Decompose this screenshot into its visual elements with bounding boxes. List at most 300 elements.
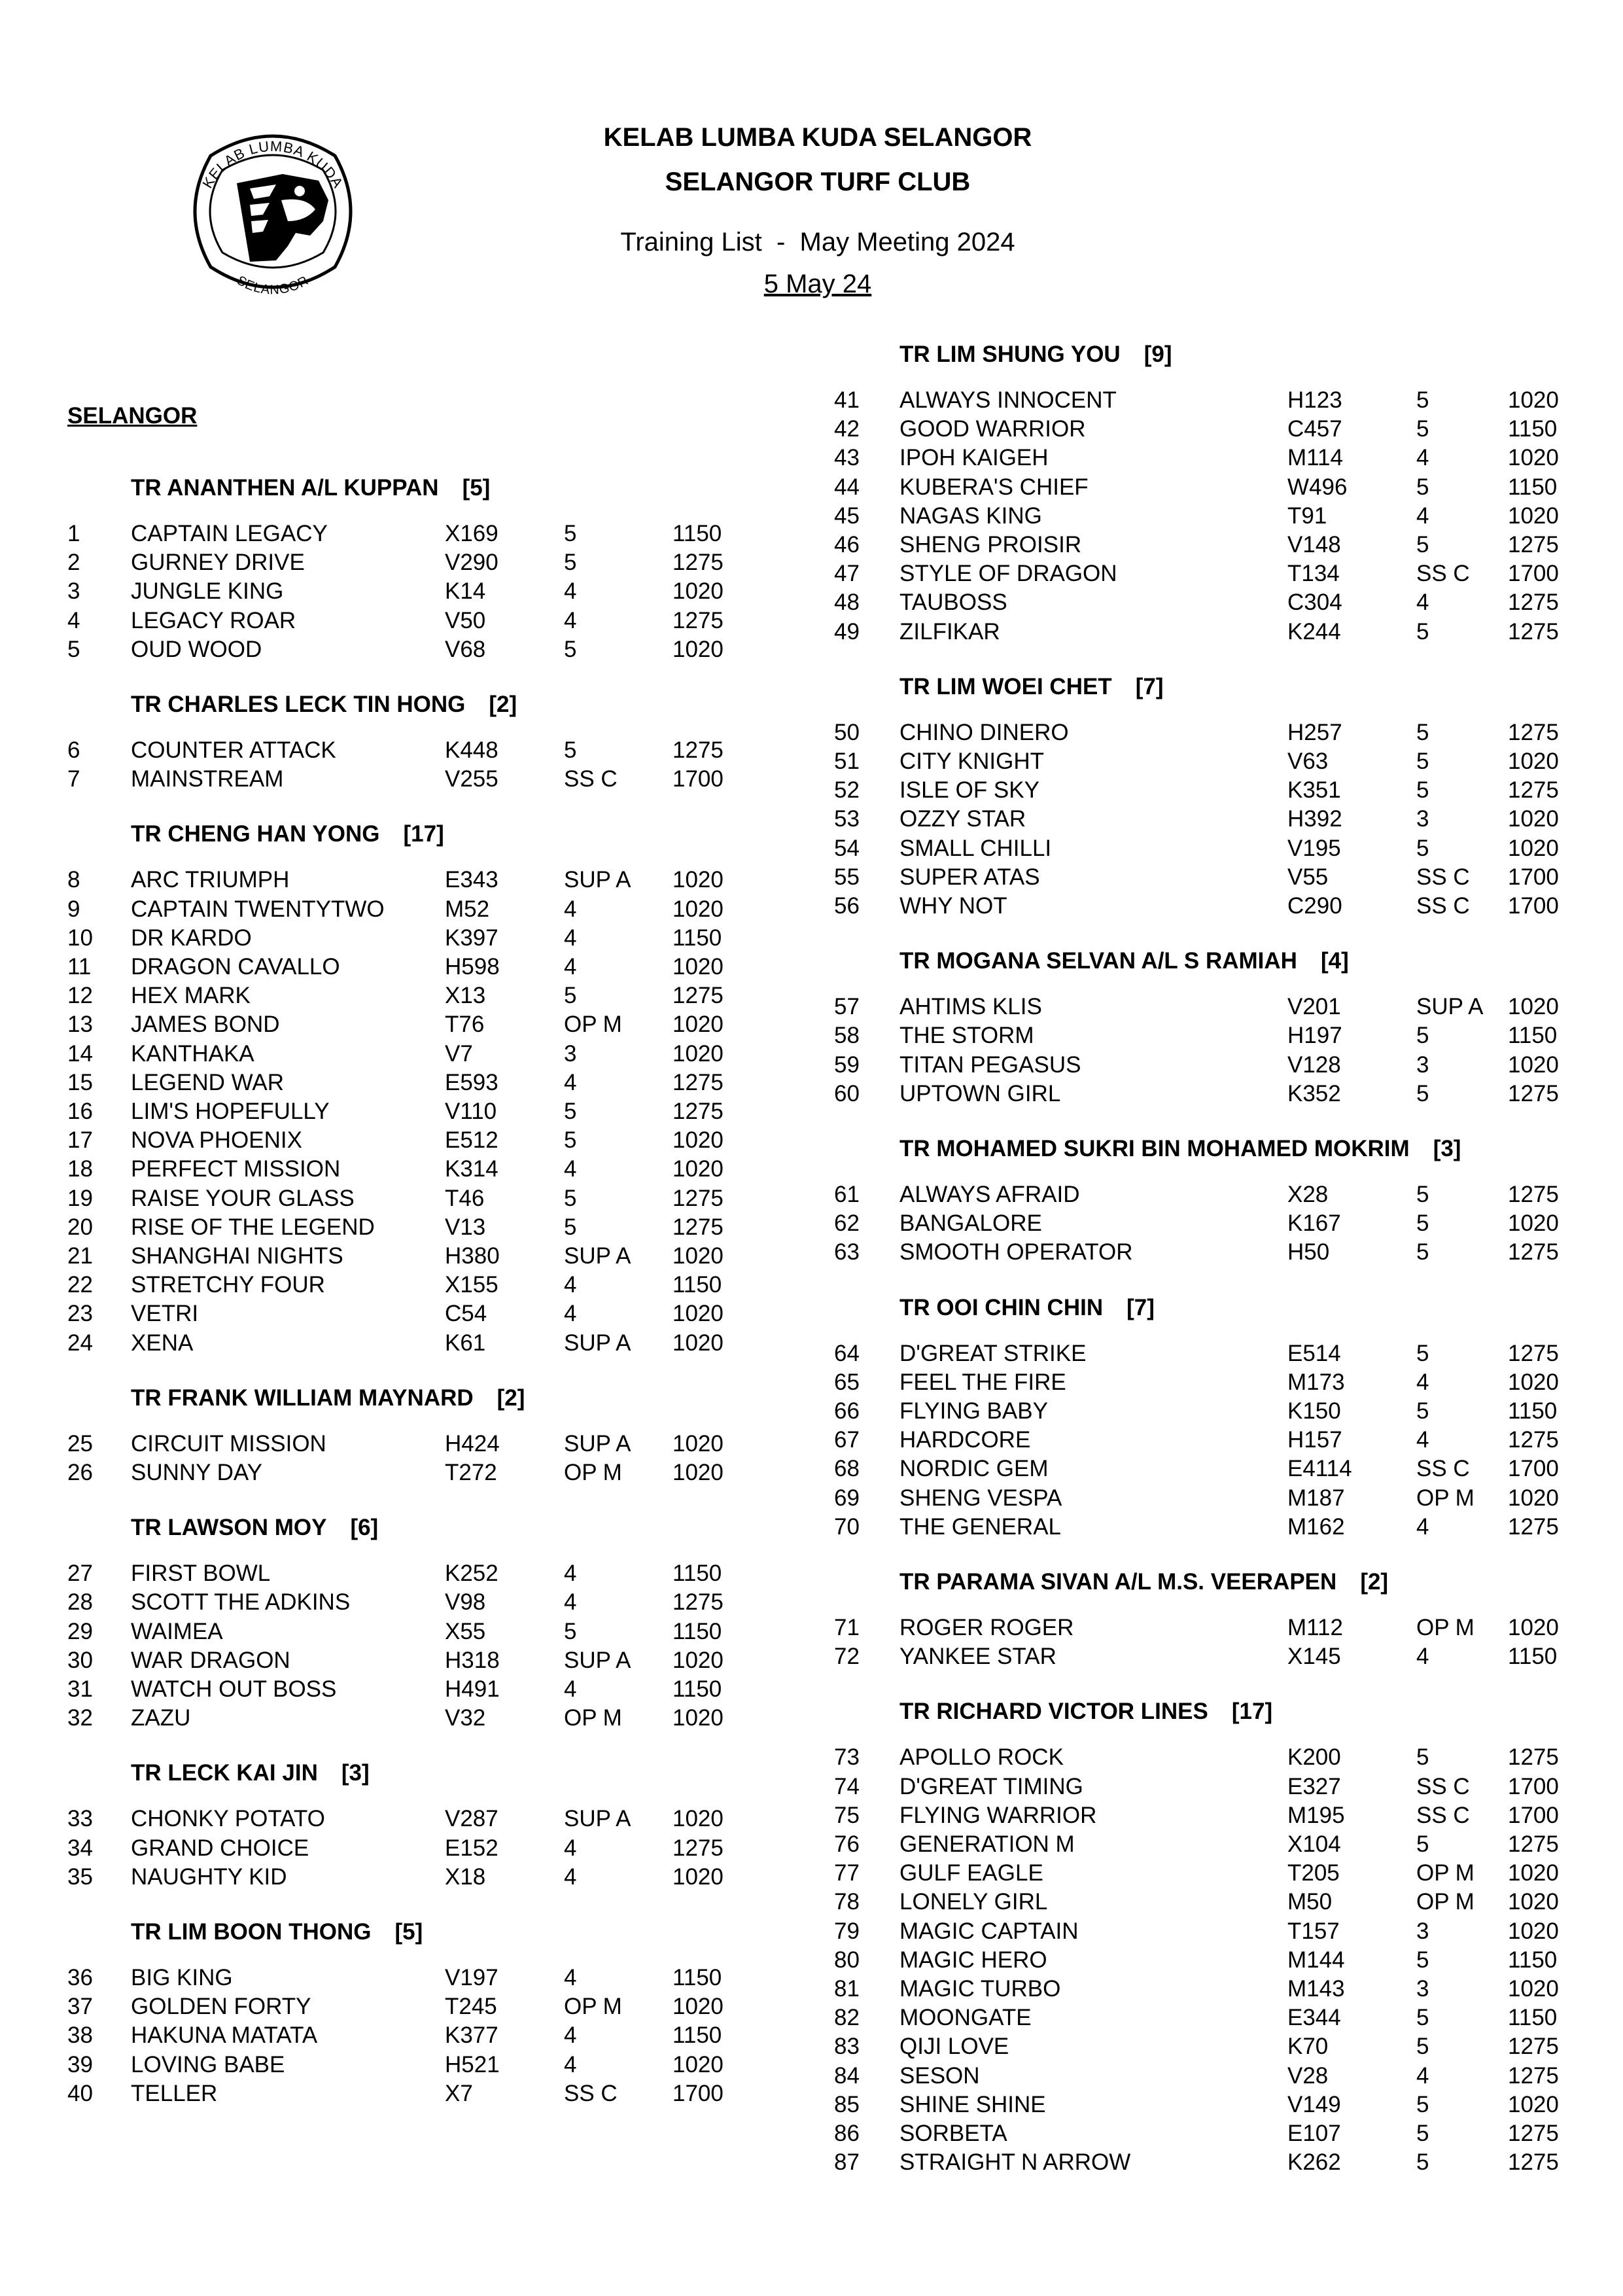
- horse-code: H197: [1287, 1023, 1342, 1048]
- horse-code: H491: [445, 1676, 500, 1702]
- horse-name: HAKUNA MATATA: [131, 2022, 318, 2048]
- horse-name: VETRI: [131, 1301, 199, 1326]
- horse-code: V195: [1287, 836, 1341, 861]
- horse-code: V32: [445, 1705, 486, 1731]
- horse-code: V68: [445, 637, 486, 662]
- horse-name: ZILFIKAR: [899, 619, 1000, 645]
- horse-class: 5: [1416, 619, 1429, 645]
- horse-name: THE GENERAL: [899, 1514, 1061, 1540]
- horse-name: MAGIC CAPTAIN: [899, 1918, 1079, 1944]
- horse-class: 4: [1416, 590, 1429, 615]
- race-distance: 1275: [1508, 1081, 1559, 1106]
- row-number: 66: [834, 1398, 860, 1424]
- horse-code: K167: [1287, 1210, 1341, 1236]
- horse-name: AHTIMS KLIS: [899, 994, 1042, 1019]
- horse-code: X18: [445, 1864, 486, 1890]
- trainer-name: TR RICHARD VICTOR LINES: [899, 1699, 1208, 1725]
- race-distance: 1700: [1508, 1456, 1559, 1481]
- horse-name: SHANGHAI NIGHTS: [131, 1243, 343, 1269]
- row-number: 14: [67, 1041, 93, 1067]
- race-distance: 1020: [672, 1156, 724, 1182]
- horse-class: 3: [1416, 1976, 1429, 2002]
- row-number: 39: [67, 2052, 93, 2077]
- race-distance: 1020: [1508, 1918, 1559, 1944]
- horse-code: H157: [1287, 1427, 1342, 1453]
- horse-name: GENERATION M: [899, 1831, 1075, 1857]
- club-name-malay: KELAB LUMBA KUDA SELANGOR: [603, 123, 1032, 152]
- horse-code: K314: [445, 1156, 498, 1182]
- horse-name: SMOOTH OPERATOR: [899, 1239, 1133, 1265]
- horse-class: 3: [1416, 1918, 1429, 1944]
- horse-class: 4: [564, 1589, 577, 1615]
- horse-class: 5: [1416, 1947, 1429, 1973]
- race-distance: 1275: [672, 1099, 724, 1124]
- row-number: 18: [67, 1156, 93, 1182]
- horse-name: ALWAYS INNOCENT: [899, 387, 1117, 413]
- horse-class: 4: [564, 2052, 577, 2077]
- trainer-horse-count: [2]: [497, 1385, 525, 1411]
- race-distance: 1275: [1508, 1744, 1559, 1770]
- trainer-horse-count: [5]: [394, 1919, 423, 1945]
- race-distance: 1700: [672, 2081, 724, 2106]
- race-distance: 1700: [672, 766, 724, 792]
- row-number: 78: [834, 1889, 860, 1915]
- trainer-name: TR OOI CHIN CHIN: [899, 1294, 1104, 1320]
- horse-class: 4: [564, 1272, 577, 1298]
- horse-code: K352: [1287, 1081, 1341, 1106]
- row-number: 15: [67, 1070, 93, 1095]
- row-number: 22: [67, 1272, 93, 1298]
- horse-name: MOONGATE: [899, 2005, 1032, 2030]
- horse-name: SHINE SHINE: [899, 2092, 1046, 2117]
- horse-code: X13: [445, 983, 486, 1008]
- trainer-horse-count: [17]: [1231, 1699, 1273, 1725]
- row-number: 65: [834, 1369, 860, 1395]
- race-distance: 1275: [1508, 720, 1559, 745]
- race-distance: 1275: [1508, 1239, 1559, 1265]
- horse-code: E107: [1287, 2121, 1341, 2146]
- trainer-name: TR FRANK WILLIAM MAYNARD: [131, 1385, 474, 1411]
- trainer-name: TR PARAMA SIVAN A/L M.S. VEERAPEN: [899, 1569, 1337, 1595]
- horse-code: V201: [1287, 994, 1341, 1019]
- horse-name: UPTOWN GIRL: [899, 1081, 1061, 1106]
- horse-name: HEX MARK: [131, 983, 251, 1008]
- row-number: 82: [834, 2005, 860, 2030]
- horse-code: T46: [445, 1186, 485, 1211]
- row-number: 32: [67, 1705, 93, 1731]
- race-distance: 1150: [672, 1676, 722, 1702]
- row-number: 59: [834, 1052, 860, 1078]
- race-distance: 1150: [1508, 474, 1558, 500]
- horse-code: X104: [1287, 1831, 1341, 1857]
- horse-name: CHINO DINERO: [899, 720, 1069, 745]
- race-distance: 1020: [672, 1806, 724, 1831]
- race-distance: 1020: [672, 1301, 724, 1326]
- horse-code: K61: [445, 1330, 486, 1356]
- race-distance: 1020: [1508, 2092, 1559, 2117]
- horse-code: V149: [1287, 2092, 1341, 2117]
- horse-name: DR KARDO: [131, 925, 252, 951]
- trainer-name: TR CHARLES LECK TIN HONG: [131, 692, 466, 717]
- horse-class: 5: [1416, 2092, 1429, 2117]
- race-distance: 1020: [672, 1431, 724, 1457]
- horse-class: 5: [1416, 2149, 1429, 2175]
- horse-name: LEGEND WAR: [131, 1070, 285, 1095]
- horse-class: OP M: [564, 1994, 622, 2019]
- horse-code: H521: [445, 2052, 500, 2077]
- race-distance: 1020: [672, 1041, 724, 1067]
- horse-class: 4: [564, 1156, 577, 1182]
- horse-name: CAPTAIN LEGACY: [131, 521, 328, 546]
- horse-name: CAPTAIN TWENTYTWO: [131, 896, 385, 922]
- trainer-heading: [131, 1760, 370, 1786]
- trainer-horse-count: [7]: [1135, 673, 1164, 699]
- row-number: 87: [834, 2149, 860, 2175]
- trainer-heading: [899, 1295, 1155, 1321]
- horse-name: ZAZU: [131, 1705, 191, 1731]
- horse-name: BANGALORE: [899, 1210, 1042, 1236]
- race-distance: 1020: [672, 954, 724, 980]
- race-distance: 1020: [1508, 994, 1559, 1019]
- meeting-date-text: 5 May 24: [763, 270, 872, 298]
- horse-code: X155: [445, 1272, 498, 1298]
- horse-class: SS C: [1416, 561, 1470, 586]
- trainer-heading: [131, 692, 517, 718]
- horse-name: NORDIC GEM: [899, 1456, 1049, 1481]
- row-number: 1: [67, 521, 80, 546]
- horse-name: THE STORM: [899, 1023, 1034, 1048]
- row-number: 19: [67, 1186, 93, 1211]
- horse-class: 5: [1416, 2034, 1429, 2059]
- trainer-name: TR LAWSON MOY: [131, 1515, 327, 1541]
- horse-class: 5: [1416, 749, 1429, 774]
- trainer-name: TR ANANTHEN A/L KUPPAN: [131, 475, 439, 501]
- horse-name: GOOD WARRIOR: [899, 416, 1086, 442]
- horse-class: 4: [564, 896, 577, 922]
- logo-top-text: KELAB LUMBA KUDA: [199, 137, 347, 191]
- row-number: 5: [67, 637, 80, 662]
- horse-name: KANTHAKA: [131, 1041, 254, 1067]
- trainer-heading: [131, 1515, 378, 1541]
- horse-code: C54: [445, 1301, 487, 1326]
- horse-head-icon: [237, 174, 328, 262]
- horse-code: X7: [445, 2081, 473, 2106]
- horse-code: H424: [445, 1431, 500, 1457]
- race-distance: 1150: [1508, 1023, 1558, 1048]
- race-distance: 1275: [672, 1070, 724, 1095]
- race-distance: 1020: [1508, 387, 1559, 413]
- race-distance: 1020: [1508, 445, 1559, 470]
- horse-code: M173: [1287, 1369, 1345, 1395]
- race-distance: 1020: [672, 867, 724, 892]
- row-number: 11: [67, 954, 92, 980]
- row-number: 10: [67, 925, 93, 951]
- horse-class: 4: [1416, 1514, 1429, 1540]
- horse-name: STYLE OF DRAGON: [899, 561, 1117, 586]
- horse-name: IPOH KAIGEH: [899, 445, 1049, 470]
- horse-class: 4: [564, 1864, 577, 1890]
- race-distance: 1020: [1508, 1976, 1559, 2002]
- race-distance: 1275: [1508, 1182, 1559, 1207]
- row-number: 68: [834, 1456, 860, 1481]
- race-distance: 1020: [672, 1648, 724, 1673]
- race-distance: 1275: [1508, 1514, 1559, 1540]
- horse-code: M50: [1287, 1889, 1333, 1915]
- race-distance: 1150: [672, 1619, 722, 1644]
- horse-code: T134: [1287, 561, 1340, 586]
- horse-name: QIJI LOVE: [899, 2034, 1009, 2059]
- race-distance: 1020: [1508, 503, 1559, 529]
- trainer-heading: [899, 1136, 1461, 1162]
- horse-code: E327: [1287, 1774, 1341, 1799]
- row-number: 29: [67, 1619, 93, 1644]
- row-number: 72: [834, 1644, 860, 1669]
- horse-code: E512: [445, 1127, 498, 1153]
- row-number: 71: [834, 1615, 860, 1640]
- trainer-horse-count: [2]: [489, 692, 517, 717]
- horse-code: H392: [1287, 806, 1342, 832]
- horse-code: K377: [445, 2022, 498, 2048]
- trainer-name: TR MOHAMED SUKRI BIN MOHAMED MOKRIM: [899, 1136, 1410, 1161]
- race-distance: 1275: [1508, 2063, 1559, 2089]
- trainer-name: TR LIM BOON THONG: [131, 1919, 372, 1945]
- horse-code: H598: [445, 954, 500, 980]
- race-distance: 1700: [1508, 561, 1559, 586]
- row-number: 50: [834, 720, 860, 745]
- horse-code: K351: [1287, 777, 1341, 803]
- club-name-english: SELANGOR TURF CLUB: [665, 168, 971, 196]
- horse-name: CIRCUIT MISSION: [131, 1431, 326, 1457]
- row-number: 35: [67, 1864, 93, 1890]
- horse-name: OUD WOOD: [131, 637, 262, 662]
- trainer-horse-count: [2]: [1360, 1569, 1389, 1595]
- race-distance: 1275: [1508, 777, 1559, 803]
- horse-code: M52: [445, 896, 490, 922]
- horse-name: BIG KING: [131, 1965, 233, 1990]
- row-number: 13: [67, 1012, 93, 1037]
- horse-name: SUPER ATAS: [899, 864, 1040, 890]
- horse-code: V63: [1287, 749, 1329, 774]
- trainer-name: TR CHENG HAN YONG: [131, 821, 380, 847]
- race-distance: 1020: [1508, 1052, 1559, 1078]
- horse-name: OZZY STAR: [899, 806, 1026, 832]
- document-subtitle: Training List - May Meeting 2024: [620, 228, 1015, 256]
- row-number: 74: [834, 1774, 860, 1799]
- row-number: 30: [67, 1648, 93, 1673]
- horse-name: TAUBOSS: [899, 590, 1007, 615]
- horse-class: 4: [564, 1301, 577, 1326]
- horse-name: SCOTT THE ADKINS: [131, 1589, 351, 1615]
- horse-class: 5: [1416, 1831, 1429, 1857]
- horse-name: HARDCORE: [899, 1427, 1031, 1453]
- row-number: 26: [67, 1460, 93, 1485]
- horse-name: GULF EAGLE: [899, 1860, 1043, 1886]
- race-distance: 1700: [1508, 1774, 1559, 1799]
- horse-name: SHENG PROISIR: [899, 532, 1082, 557]
- horse-code: H257: [1287, 720, 1342, 745]
- race-distance: 1275: [1508, 1427, 1559, 1453]
- horse-class: 5: [1416, 836, 1429, 861]
- race-distance: 1275: [672, 608, 724, 633]
- race-distance: 1150: [1508, 1398, 1558, 1424]
- row-number: 44: [834, 474, 860, 500]
- horse-name: GURNEY DRIVE: [131, 550, 305, 575]
- horse-class: 5: [564, 1619, 577, 1644]
- horse-class: 4: [564, 954, 577, 980]
- horse-class: 4: [1416, 1369, 1429, 1395]
- row-number: 54: [834, 836, 860, 861]
- horse-code: T157: [1287, 1918, 1340, 1944]
- race-distance: 1150: [672, 521, 722, 546]
- horse-class: 4: [564, 925, 577, 951]
- horse-code: E4114: [1287, 1456, 1352, 1481]
- row-number: 21: [67, 1243, 93, 1269]
- row-number: 62: [834, 1210, 860, 1236]
- race-distance: 1020: [1508, 1860, 1559, 1886]
- row-number: 67: [834, 1427, 860, 1453]
- horse-code: K150: [1287, 1398, 1341, 1424]
- row-number: 52: [834, 777, 860, 803]
- horse-class: 4: [564, 1965, 577, 1990]
- horse-class: 5: [1416, 720, 1429, 745]
- horse-code: K14: [445, 578, 486, 604]
- horse-class: SS C: [564, 2081, 618, 2106]
- horse-code: M114: [1287, 445, 1343, 470]
- row-number: 46: [834, 532, 860, 557]
- horse-code: C304: [1287, 590, 1342, 615]
- horse-name: SORBETA: [899, 2121, 1007, 2146]
- row-number: 36: [67, 1965, 93, 1990]
- horse-code: T272: [445, 1460, 497, 1485]
- horse-name: NOVA PHOENIX: [131, 1127, 302, 1153]
- horse-class: 5: [1416, 1081, 1429, 1106]
- logo-bottom-text: SELANGOR: [234, 273, 311, 298]
- horse-name: JUNGLE KING: [131, 578, 284, 604]
- horse-class: OP M: [1416, 1860, 1475, 1886]
- row-number: 23: [67, 1301, 93, 1326]
- horse-code: V13: [445, 1214, 486, 1240]
- horse-code: K262: [1287, 2149, 1341, 2175]
- race-distance: 1700: [1508, 864, 1559, 890]
- horse-class: SS C: [1416, 1774, 1470, 1799]
- row-number: 7: [67, 766, 80, 792]
- horse-class: OP M: [1416, 1615, 1475, 1640]
- race-distance: 1150: [1508, 2005, 1558, 2030]
- horse-class: OP M: [564, 1460, 622, 1485]
- race-distance: 1020: [672, 1330, 724, 1356]
- trainer-name: TR MOGANA SELVAN A/L S RAMIAH: [899, 948, 1297, 974]
- race-distance: 1700: [1508, 1803, 1559, 1828]
- horse-class: 5: [1416, 1023, 1429, 1048]
- row-number: 85: [834, 2092, 860, 2117]
- race-distance: 1275: [1508, 532, 1559, 557]
- horse-code: K448: [445, 737, 498, 763]
- horse-class: SUP A: [564, 1330, 631, 1356]
- row-number: 27: [67, 1561, 93, 1586]
- horse-class: OP M: [1416, 1889, 1475, 1915]
- horse-class: OP M: [564, 1705, 622, 1731]
- race-distance: 1275: [672, 1214, 724, 1240]
- trainer-horse-count: [5]: [462, 475, 491, 501]
- horse-code: M195: [1287, 1803, 1345, 1828]
- horse-code: H50: [1287, 1239, 1330, 1265]
- trainer-heading: [899, 948, 1349, 974]
- race-distance: 1150: [1508, 1947, 1558, 1973]
- horse-code: E514: [1287, 1341, 1341, 1366]
- horse-name: FLYING BABY: [899, 1398, 1048, 1424]
- race-distance: 1150: [1508, 1644, 1558, 1669]
- horse-code: H123: [1287, 387, 1342, 413]
- row-number: 38: [67, 2022, 93, 2048]
- horse-code: K244: [1287, 619, 1341, 645]
- horse-name: SMALL CHILLI: [899, 836, 1052, 861]
- horse-name: STRETCHY FOUR: [131, 1272, 325, 1298]
- race-distance: 1275: [1508, 2149, 1559, 2175]
- race-distance: 1020: [1508, 1485, 1559, 1511]
- horse-name: D'GREAT STRIKE: [899, 1341, 1087, 1366]
- trainer-horse-count: [4]: [1320, 948, 1349, 974]
- horse-name: RISE OF THE LEGEND: [131, 1214, 375, 1240]
- horse-class: SS C: [1416, 864, 1470, 890]
- trainer-horse-count: [3]: [341, 1760, 370, 1786]
- horse-code: V148: [1287, 532, 1341, 557]
- race-distance: 1150: [672, 925, 722, 951]
- row-number: 80: [834, 1947, 860, 1973]
- race-distance: 1020: [1508, 836, 1559, 861]
- horse-name: NAGAS KING: [899, 503, 1042, 529]
- row-number: 79: [834, 1918, 860, 1944]
- horse-class: 3: [564, 1041, 577, 1067]
- race-distance: 1020: [1508, 749, 1559, 774]
- race-distance: 1275: [1508, 1831, 1559, 1857]
- horse-class: 5: [1416, 777, 1429, 803]
- horse-name: SESON: [899, 2063, 980, 2089]
- race-distance: 1020: [672, 1460, 724, 1485]
- race-distance: 1020: [1508, 1369, 1559, 1395]
- horse-class: 5: [564, 550, 577, 575]
- horse-class: SUP A: [564, 1431, 631, 1457]
- horse-code: H380: [445, 1243, 500, 1269]
- row-number: 6: [67, 737, 80, 763]
- horse-class: 4: [1416, 2063, 1429, 2089]
- horse-name: CITY KNIGHT: [899, 749, 1045, 774]
- trainer-name: TR LIM WOEI CHET: [899, 673, 1112, 699]
- horse-name: LEGACY ROAR: [131, 608, 296, 633]
- row-number: 77: [834, 1860, 860, 1886]
- horse-class: SS C: [1416, 1456, 1470, 1481]
- row-number: 53: [834, 806, 860, 832]
- trainer-heading: [131, 475, 490, 501]
- horse-class: 5: [1416, 1210, 1429, 1236]
- horse-name: GOLDEN FORTY: [131, 1994, 311, 2019]
- row-number: 86: [834, 2121, 860, 2146]
- trainer-horse-count: [9]: [1143, 342, 1172, 367]
- race-distance: 1020: [1508, 1615, 1559, 1640]
- horse-class: 5: [1416, 1182, 1429, 1207]
- horse-class: 5: [564, 1214, 577, 1240]
- race-distance: 1275: [1508, 2121, 1559, 2146]
- row-number: 51: [834, 749, 860, 774]
- race-distance: 1275: [1508, 590, 1559, 615]
- row-number: 75: [834, 1803, 860, 1828]
- trainer-horse-count: [17]: [403, 821, 444, 847]
- horse-code: T91: [1287, 503, 1327, 529]
- horse-name: XENA: [131, 1330, 194, 1356]
- horse-name: KUBERA'S CHIEF: [899, 474, 1089, 500]
- race-distance: 1020: [672, 578, 724, 604]
- race-distance: 1275: [672, 737, 724, 763]
- horse-name: YANKEE STAR: [899, 1644, 1056, 1669]
